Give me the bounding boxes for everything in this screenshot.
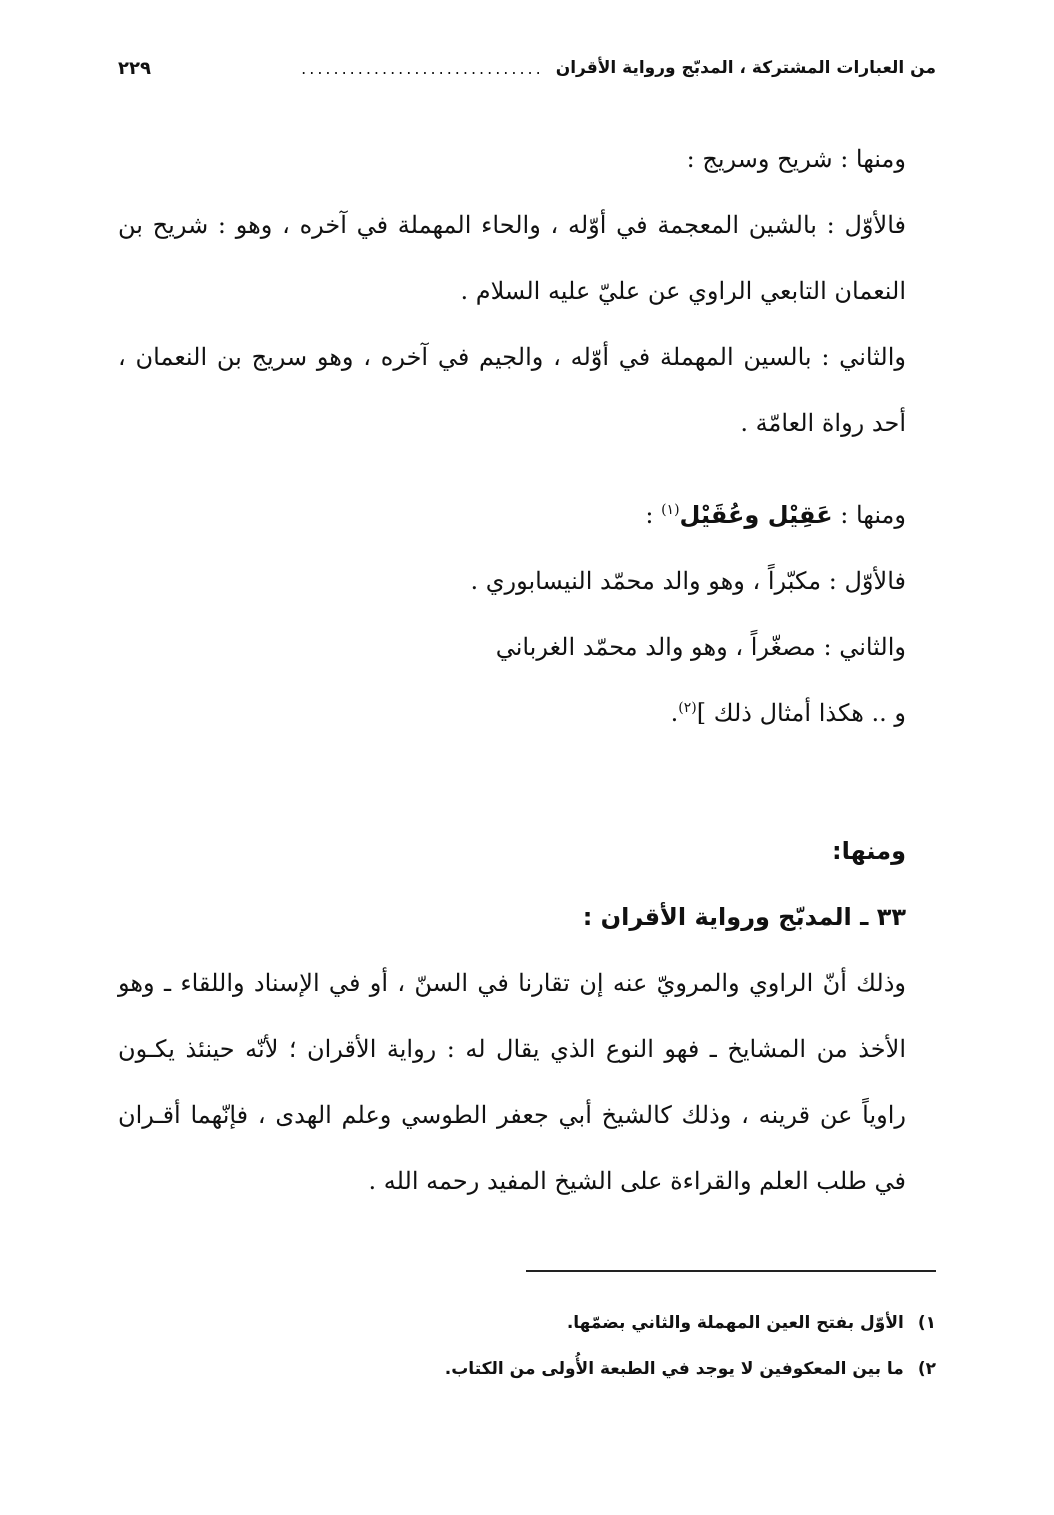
section-intro: ومنها: <box>831 837 906 865</box>
footnote-item <box>118 1300 936 1346</box>
section-shurayh <box>118 126 936 456</box>
paragraph-second: والثاني : بالسين المهملة في أوّله ، والجيم في آخره ، وهو سريج بن النعمان ، أحد رواة العامّة . <box>118 343 906 437</box>
footnote-number: ٢) <box>917 1359 936 1379</box>
leader-dots: .............................. <box>301 58 544 78</box>
footnote-number: ١) <box>917 1313 936 1333</box>
section-title: ٣٣ ـ المدبّج ورواية الأقران : <box>582 903 906 931</box>
paragraph-second: والثاني : مصغّراً ، وهو والد محمّد الغرباني <box>495 633 906 661</box>
closing-end: . <box>670 699 679 727</box>
section-body: وذلك أنّ الراوي والمرويّ عنه إن تقارنا في السنّ ، أو في الإسناد واللقاء ـ وهو الأخذ من المشايخ ـ فهو النوع الذي يقال له : رواية الأقران ؛ لأنّه حينئذ يكـون راوياً عن قرينه ، وذلك كالشيخ أبي جعفر الطوسي وعلم الهدى ، فإنّهما أقـران في طلب العلم والقراءة على الشيخ المفيد رحمه الله . <box>118 969 906 1195</box>
running-title: من العبارات المشتركة ، المدبّج ورواية الأقران <box>555 58 936 78</box>
section-heading <box>118 482 936 548</box>
footnote-text: الأوّل بفتح العين المهملة والثاني بضمّها. <box>566 1313 904 1333</box>
section-heading: ومنها : شريح وسريج : <box>686 145 906 173</box>
closing-text: و .. هكذا أمثال ذلك ] <box>696 699 906 727</box>
footnote-ref-2[interactable]: (٢) <box>678 700 697 716</box>
section-aqil <box>118 482 936 746</box>
heading-prefix: ومنها : <box>832 501 906 529</box>
heading-names: عَقِيْل وعُقَيْل <box>679 501 833 529</box>
footnote-item <box>118 1346 936 1392</box>
footnote-divider <box>526 1270 936 1272</box>
section-mudabbaj <box>118 818 936 1214</box>
heading-suffix: : <box>645 501 662 529</box>
paragraph-first: فالأوّل : مكبّراً ، وهو والد محمّد النيسابوري . <box>470 567 906 595</box>
paragraph-closing <box>118 680 936 746</box>
footnote-ref-1[interactable]: (١) <box>661 502 680 518</box>
footnote-text: ما بين المعكوفين لا يوجد في الطبعة الأُولى من الكتاب. <box>444 1359 904 1379</box>
page-number: ٢٢٩ <box>118 57 151 79</box>
footnotes <box>118 1300 936 1392</box>
paragraph-first: فالأوّل : بالشين المعجمة في أوّله ، والحاء المهملة في آخره ، وهو : شريح بن النعمان التابعي الراوي عن عليّ عليه السلام . <box>118 211 906 305</box>
page-header <box>118 48 936 88</box>
